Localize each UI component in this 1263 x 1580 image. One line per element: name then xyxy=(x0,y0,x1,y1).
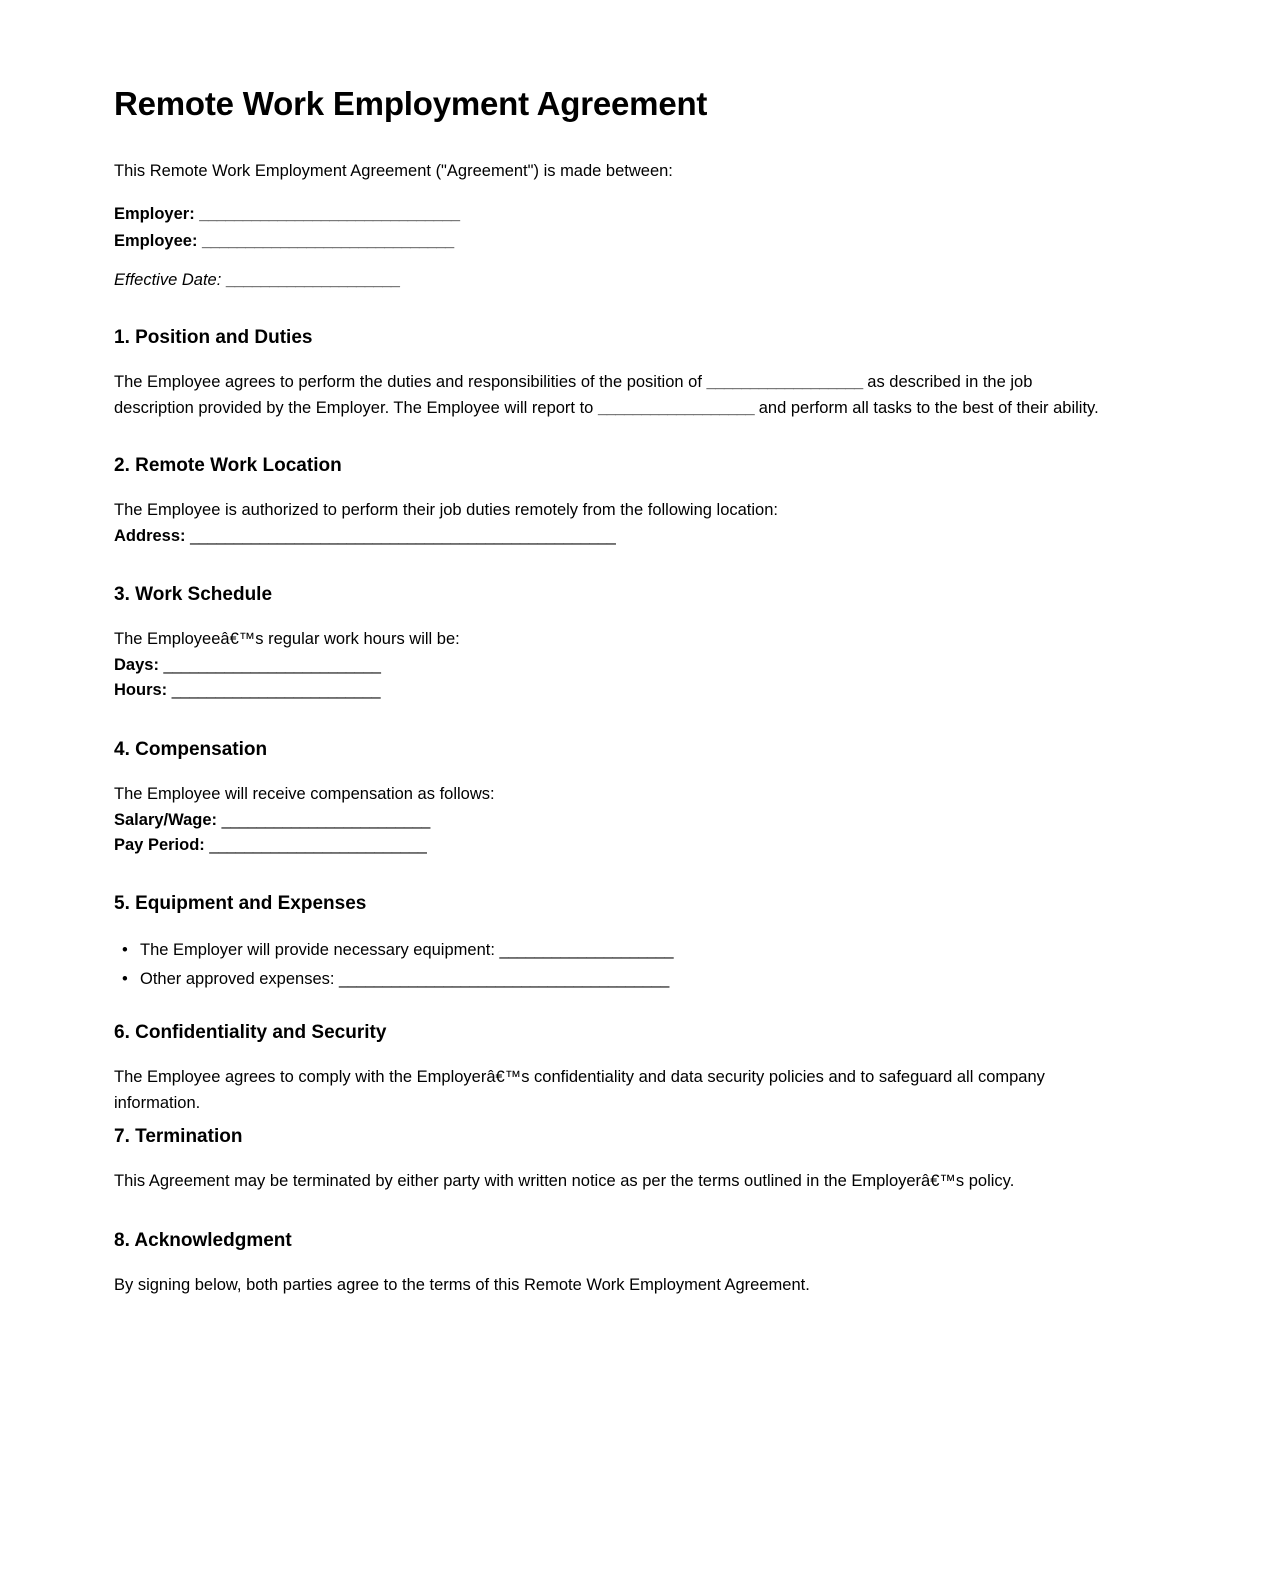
intro-paragraph: This Remote Work Employment Agreement ("Agreement") is made between: xyxy=(114,162,673,180)
section-1-supervisor-blank[interactable]: __________________ xyxy=(597,398,755,417)
salary-wage-blank-line[interactable]: ________________________ xyxy=(221,810,430,829)
employer-label: Employer: xyxy=(114,205,195,223)
hours-label: Hours: xyxy=(114,680,168,699)
section-4-paragraph: The Employee will receive compensation as follows: xyxy=(114,785,495,803)
section-heading-5: 5. Equipment and Expenses xyxy=(114,893,367,914)
section-acknowledgment xyxy=(114,1230,1114,1296)
equipment-blank-line[interactable]: ____________________ xyxy=(499,941,674,959)
list-item xyxy=(114,965,1114,994)
expenses-blank-line[interactable]: ______________________________________ xyxy=(339,970,669,988)
section-heading-3: 3. Work Schedule xyxy=(114,584,273,605)
section-1-text-part-2: as described in the job description provided by the Employer. The Employee will report to xyxy=(114,373,1033,417)
employee-field-row xyxy=(114,228,460,255)
section-2-paragraph: The Employee is authorized to perform their job duties remotely from the following location: xyxy=(114,501,778,519)
section-heading-1: 1. Position and Duties xyxy=(114,327,313,348)
section-3-paragraph: The Employeeâ€™s regular work hours will be: xyxy=(114,630,460,648)
section-heading-6: 6. Confidentiality and Security xyxy=(114,1022,387,1043)
employer-field-row xyxy=(114,201,460,228)
section-heading-7: 7. Termination xyxy=(114,1126,243,1147)
section-equipment-and-expenses xyxy=(114,893,1114,994)
section-heading-8: 8. Acknowledgment xyxy=(114,1230,292,1251)
section-1-position-blank[interactable]: __________________ xyxy=(706,373,863,391)
employee-blank-line[interactable]: _____________________________ xyxy=(202,232,454,250)
address-field-row xyxy=(114,524,1114,549)
address-label: Address: xyxy=(114,526,186,545)
salary-wage-label: Salary/Wage: xyxy=(114,810,218,829)
section-1-paragraph xyxy=(114,370,1114,421)
section-remote-work-location xyxy=(114,455,1114,549)
section-8-paragraph: By signing below, both parties agree to the terms of this Remote Work Employment Agreement. xyxy=(114,1276,810,1294)
equipment-bullet-text: The Employer will provide necessary equipment: xyxy=(140,941,500,959)
section-termination xyxy=(114,1126,1114,1195)
pay-period-field-row xyxy=(114,833,1114,858)
days-blank-line[interactable]: _________________________ xyxy=(163,655,381,674)
salary-wage-field-row xyxy=(114,808,1114,833)
section-work-schedule xyxy=(114,584,1114,703)
section-compensation xyxy=(114,739,1114,858)
page-title: Remote Work Employment Agreement xyxy=(114,85,708,122)
effective-date-row xyxy=(114,268,399,293)
section-6-paragraph: The Employee agrees to comply with the Employerâ€™s confidentiality and data security policies and to safeguard all company information. xyxy=(114,1068,1045,1112)
list-item xyxy=(114,936,1114,965)
effective-date-label: Effective Date: xyxy=(114,271,222,289)
effective-date-blank-line[interactable]: ____________________ xyxy=(225,271,400,289)
section-confidentiality-and-security xyxy=(114,1022,1114,1116)
expenses-bullet-text: Other approved expenses: xyxy=(140,970,340,988)
section-7-paragraph: This Agreement may be terminated by either party with written notice as per the terms outlined in the Employerâ€™s policy. xyxy=(114,1172,1015,1190)
days-field-row xyxy=(114,653,1114,678)
employee-label: Employee: xyxy=(114,232,198,250)
address-blank-line[interactable]: _________________________________________________ xyxy=(190,526,616,545)
hours-field-row xyxy=(114,678,1114,703)
days-label: Days: xyxy=(114,655,159,674)
hours-blank-line[interactable]: ________________________ xyxy=(171,680,381,699)
section-1-text-part-3: and perform all tasks to the best of their ability. xyxy=(754,398,1099,417)
parties-block xyxy=(114,201,460,255)
section-1-text-part-1: The Employee agrees to perform the duties and responsibilities of the position of xyxy=(114,373,707,391)
pay-period-blank-line[interactable]: _________________________ xyxy=(209,835,427,854)
section-heading-4: 4. Compensation xyxy=(114,739,268,760)
equipment-expenses-list xyxy=(114,936,1114,994)
section-position-and-duties xyxy=(114,327,1114,421)
employer-blank-line[interactable]: ______________________________ xyxy=(199,205,460,223)
section-heading-2: 2. Remote Work Location xyxy=(114,455,342,476)
pay-period-label: Pay Period: xyxy=(114,835,205,854)
